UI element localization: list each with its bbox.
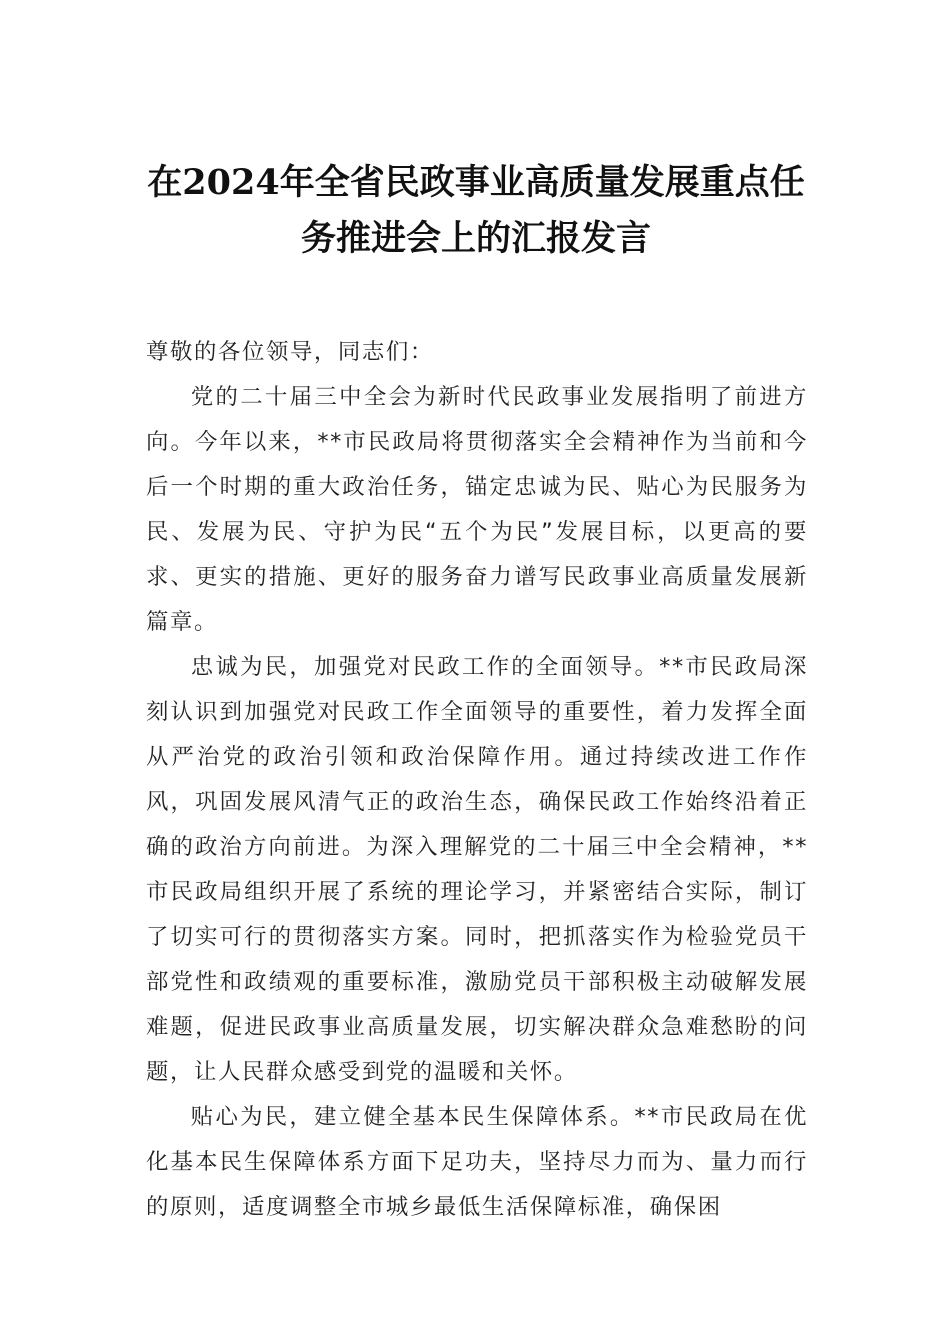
title-line-1: 在2024年全省民政事业高质量发展重点任 (147, 162, 805, 203)
salutation: 尊敬的各位领导，同志们： (146, 339, 434, 365)
document-body (146, 330, 808, 1230)
title-line-2: 务推进会上的汇报发言 (300, 218, 651, 259)
document-title (146, 155, 806, 267)
paragraph-1: 党的二十届三中全会为新时代民政事业发展指明了前进方向。今年以来，**市民政局将贯彻落实全会精神作为当前和今后一个时期的重大政治任务，锚定忠诚为民、贴心为民服务为民、发展为民、守护为民“五个为民”发展目标，以更高的要求、更实的措施、更好的服务奋力谱写民政事业高质量发展新篇章。 (146, 384, 808, 635)
paragraph-2: 忠诚为民，加强党对民政工作的全面领导。**市民政局深刻认识到加强党对民政工作全面领导的重要性，着力发挥全面从严治党的政治引领和政治保障作用。通过持续改进工作作风，巩固发展风清气正的政治生态，确保民政工作始终沿着正确的政治方向前进。为深入理解党的二十届三中全会精神，**市民政局组织开展了系统的理论学习，并紧密结合实际，制订了切实可行的贯彻落实方案。同时，把抓落实作为检验党员干部党性和政绩观的重要标准，激励党员干部积极主动破解发展难题，促进民政事业高质量发展，切实解决群众急难愁盼的问题，让人民群众感受到党的温暖和关怀。 (146, 654, 808, 1085)
paragraph-3: 贴心为民，建立健全基本民生保障体系。**市民政局在优化基本民生保障体系方面下足功夫，坚持尽力而为、量力而行的原则，适度调整全市城乡最低生活保障标准，确保困 (146, 1104, 808, 1220)
